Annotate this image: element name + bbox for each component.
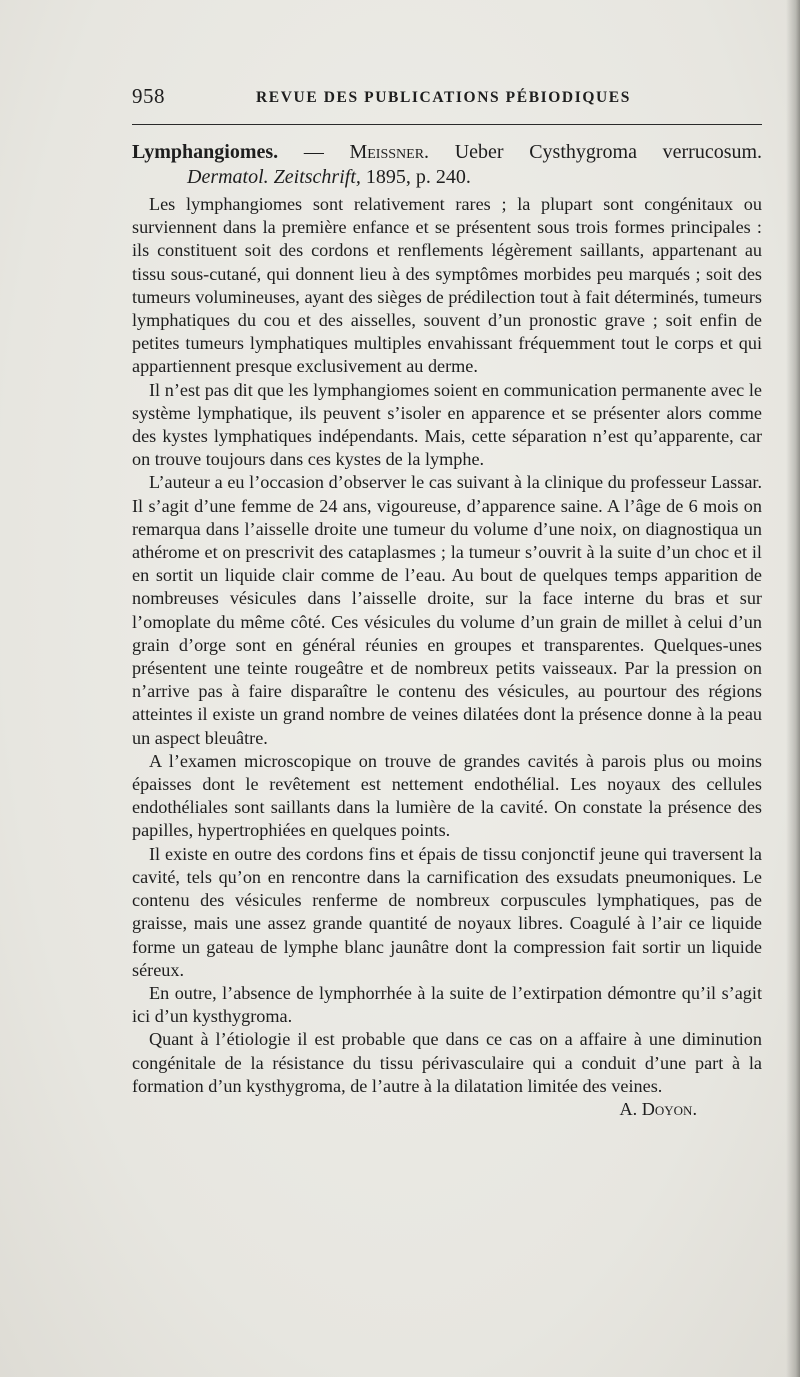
journal-name: Dermatol. Zeitschrift, [187,166,361,188]
paragraph-7-container [132,1028,762,1119]
paragraph-5: Il existe en outre des cordons fins et épais de tissu conjonctif jeune qui traversent la cavité, tels qu’on en rencontre dans la carnification des exsudats pneumoniques. Le contenu des vésicules renferme de nombreux corpuscules lymphatiques, pas de graisse, mais une assez grande quantité de noyaux libres. Coagulé à l’air ce liquide forme un gateau de lymphe blanc jaunâtre dont la compression fait sortir un liquide séreux. [132,843,762,980]
heading-dash: — [303,141,324,163]
signature: A. Doyon. [619,1098,697,1119]
page-header [132,84,762,114]
article-author: Meissner. [349,141,430,163]
article-heading [132,140,762,165]
citation [187,165,762,190]
article-body [132,140,762,1121]
work-title: Ueber Cysthygroma verrucosum. [454,141,763,163]
paragraph-4: A l’examen microscopique on trouve de grandes cavités à parois plus ou moins épaisses dont le revêtement est nettement endothélial. Les noyaux des cellules endothéliales sont saillants dans la lumière de la cavité. On constate la présence des papilles, hypertrophiées en quelques points. [132,750,762,841]
paragraph-2: Il n’est pas dit que les lymphangiomes soient en communication permanente avec le système lymphatique, ils peuvent s’isoler en apparence et se présenter alors comme des kystes lymphatiques indépendants. Mais, cette séparation n’est qu’apparente, car on trouve toujours dans ces kystes de la lymphe. [132,379,762,470]
paragraph-7: Quant à l’étiologie il est probable que dans ce cas on a affaire à une diminution congénitale de la résistance du tissu périvasculaire qui a conduit d’une part à la formation d’un kysthygroma, de l’autre à la dilatation limitée des veines. [132,1029,762,1096]
paragraph-3: L’auteur a eu l’occasion d’observer le cas suivant à la clinique du professeur Lassar. Il s’agit d’une femme de 24 ans, vigoureuse, d’apparence saine. A l’âge de 6 mois on remarqua dans l’aisselle droite une tumeur du volume d’une noix, on diagnostiqua un athérome et on prescrivit des cataplasmes ; la tumeur s’ouvrit à la suite d’un choc et il en sortit un liquide clair comme de l’eau. Au bout de quelques temps apparition de nombreuses vésicules dans l’aisselle droite, sur la face interne du bras et sur l’omoplate du même côté. Ces vésicules du volume d’un grain de millet à celui d’un grain d’orge sont en général réunies en groupes et transparentes. Quelques-unes présentent une teinte rougeâtre et de nombreux petits vaisseaux. Par la pression on n’arrive pas à faire disparaître le contenu des vésicules, au pourtour des régions atteintes il existe un grand nombre de veines dilatées dont la présence donne à la peau un aspect bleuâtre. [132,472,762,748]
article-title: Lymphangiomes. [132,141,279,163]
header-rule [132,124,762,125]
running-title: REVUE DES PUBLICATIONS PÉBIODIQUES [256,89,631,106]
page-number: 958 [132,84,165,108]
paragraph-6: En outre, l’absence de lymphorrhée à la suite de l’extirpation démontre qu’il s’agit ici d’un kysthygroma. [132,982,762,1027]
year-pages: 1895, p. 240. [365,166,471,188]
paragraph-1: Les lymphangiomes sont relativement rares ; la plupart sont congénitaux ou surviennent dans la première enfance et se présentent sous trois formes principales : ils constituent soit des cordons et renflements légèrement saillants, appartenant au tissu sous-cutané, qui donnent lieu à des symptômes morbides peu marqués ; soit des tumeurs volumineuses, ayant des sièges de prédilection tout à fait déterminés, tumeurs lymphatiques du cou et des aisselles, souvent d’un pronostic grave ; soit enfin de petites tumeurs lymphatiques multiples envahissant fréquemment tout le corps et qui appartiennent presque exclusivement au derme. [132,194,762,377]
page-edge-shadow [786,0,800,1377]
